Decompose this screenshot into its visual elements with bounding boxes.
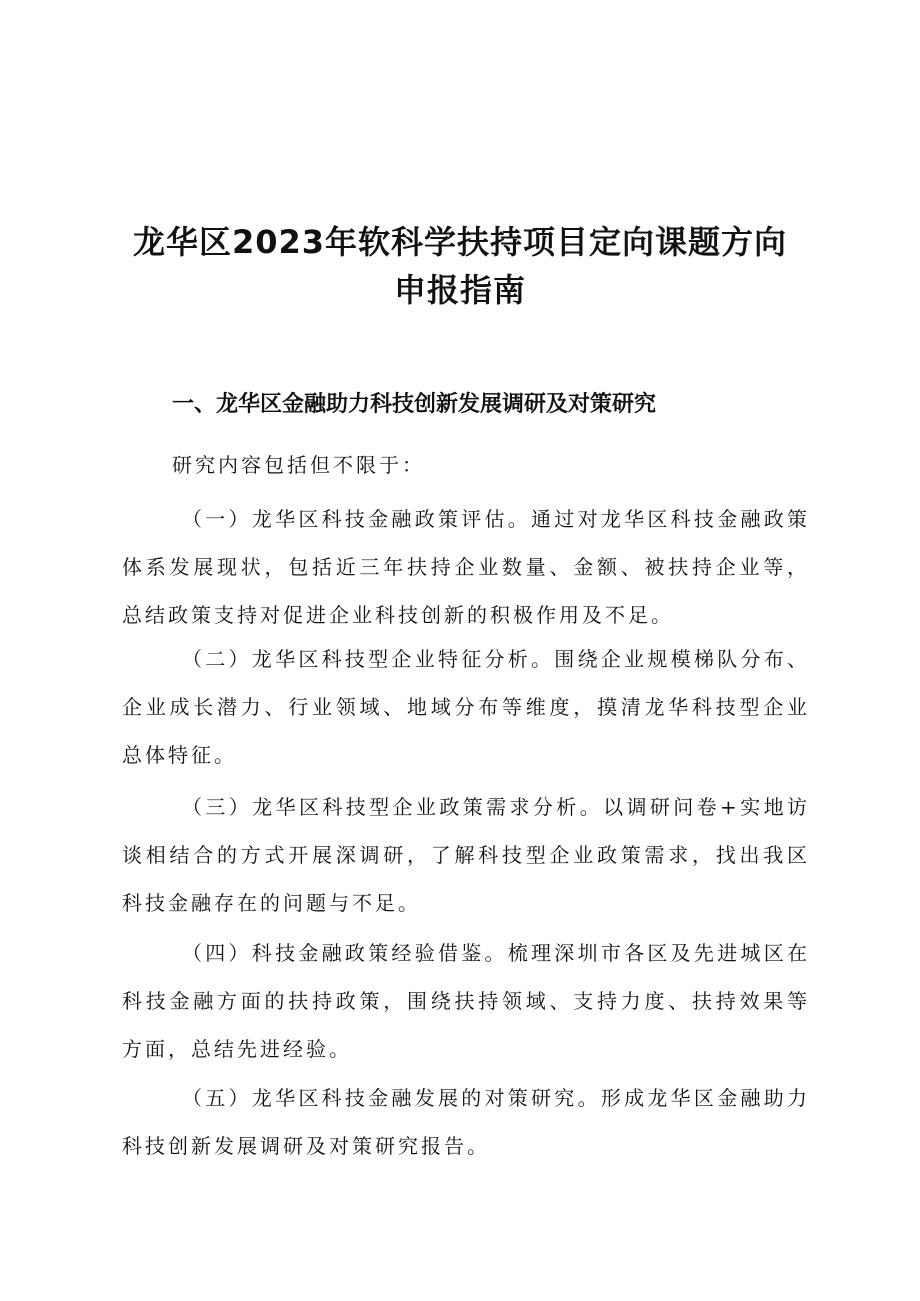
section-heading: 一、龙华区金融助力科技创新发展调研及对策研究 [172,392,657,417]
document-title-line-1: 龙华区2023年软科学扶持项目定向课题方向 [132,223,788,261]
paragraph-3: （三）龙华区科技型企业政策需求分析。以调研问卷+实地访谈相结合的方式开展深调研，了解科技型企业政策需求，找出我区科技金融存在的问题与不足。 [122,795,810,915]
paragraph-1: （一）龙华区科技金融政策评估。通过对龙华区科技金融政策体系发展现状，包括近三年扶持企业数量、金额、被扶持企业等，总结政策支持对促进企业科技创新的积极作用及不足。 [122,507,810,627]
intro-text: 研究内容包括但不限于： [172,453,425,477]
paragraph-4: （四）科技金融政策经验借鉴。梳理深圳市各区及先进城区在科技金融方面的扶持政策，围绕扶持领域、支持力度、扶持效果等方面，总结先进经验。 [122,941,810,1061]
paragraph-2: （二）龙华区科技型企业特征分析。围绕企业规模梯队分布、企业成长潜力、行业领域、地域分布等维度，摸清龙华科技型企业总体特征。 [122,647,810,767]
document-title-line-2: 申报指南 [393,271,526,309]
paragraph-5: （五）龙华区科技金融发展的对策研究。形成龙华区金融助力科技创新发展调研及对策研究报告。 [122,1086,810,1158]
